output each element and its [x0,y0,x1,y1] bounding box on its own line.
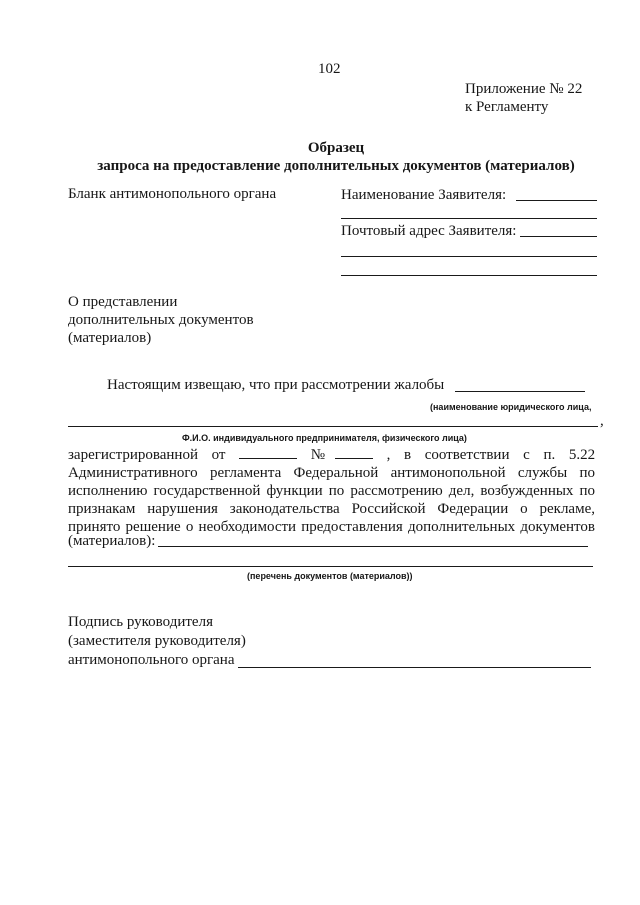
reg-word-2: соответствии [424,447,510,463]
reg-word-4: п. [543,447,556,463]
heading-sample: Образец [307,140,365,156]
body-intro: Настоящим извещаю, что при рассмотрении жалобы [107,377,445,393]
applicant-address-field-2[interactable] [341,256,597,257]
body-line-3: Административного регламента Федеральной антимонопольной службы по [68,465,595,481]
applicant-address-label: Почтовый адрес Заявителя: [341,223,517,239]
blank-label: Бланк антимонопольного органа [68,186,277,202]
subject-line-1: О представлении [68,294,178,310]
applicant-address-field-3[interactable] [341,275,597,276]
applicant-name-field[interactable] [516,200,597,201]
hint-documents-list: (перечень документов (материалов)) [247,571,413,581]
applicant-name-label: Наименование Заявителя: [341,187,507,203]
hint-person: Ф.И.О. индивидуального предпринимателя, физического лица) [182,433,467,443]
page-number: 102 [318,61,341,77]
reg-date-field[interactable] [239,446,297,459]
reg-no: № [310,447,335,463]
documents-field-2[interactable] [68,566,593,567]
body-line-5: признакам нарушения законодательства Российской Федерации о рекламе, [68,501,595,517]
body-line-6: принято решение о необходимости предоставления дополнительных документов [68,519,595,535]
hint-entity: (наименование юридического лица, [430,402,592,412]
reg-from: зарегистрированной от [68,447,226,463]
body-line-7: (материалов): [68,533,156,549]
heading-title: запроса на предоставление дополнительных документов (материалов) [97,158,575,174]
documents-field[interactable] [158,546,588,547]
appendix-reglament: к Регламенту [465,99,549,115]
reg-word-5: 5.22 [568,447,596,463]
entity-field[interactable] [68,426,598,427]
signature-line-1: Подпись руководителя [68,614,213,630]
body-line-4: исполнению государственной функции по рассмотрению дел, возбужденных по [68,483,595,499]
complaint-field[interactable] [455,391,585,392]
appendix-number: Приложение № 22 [465,81,583,97]
reg-word-3: с [523,447,530,463]
reg-number-field[interactable] [335,446,373,459]
subject-line-3: (материалов) [68,330,152,346]
signature-field[interactable] [238,667,591,668]
entity-comma: , [600,413,604,429]
reg-word-1: в [403,447,412,463]
reg-comma: , [386,447,391,463]
signature-line-3: антимонопольного органа [68,652,235,668]
signature-line-2: (заместителя руководителя) [68,633,246,649]
applicant-address-field[interactable] [520,236,597,237]
subject-line-2: дополнительных документов [68,312,254,328]
applicant-name-field-2[interactable] [341,218,597,219]
registration-line [68,446,595,464]
